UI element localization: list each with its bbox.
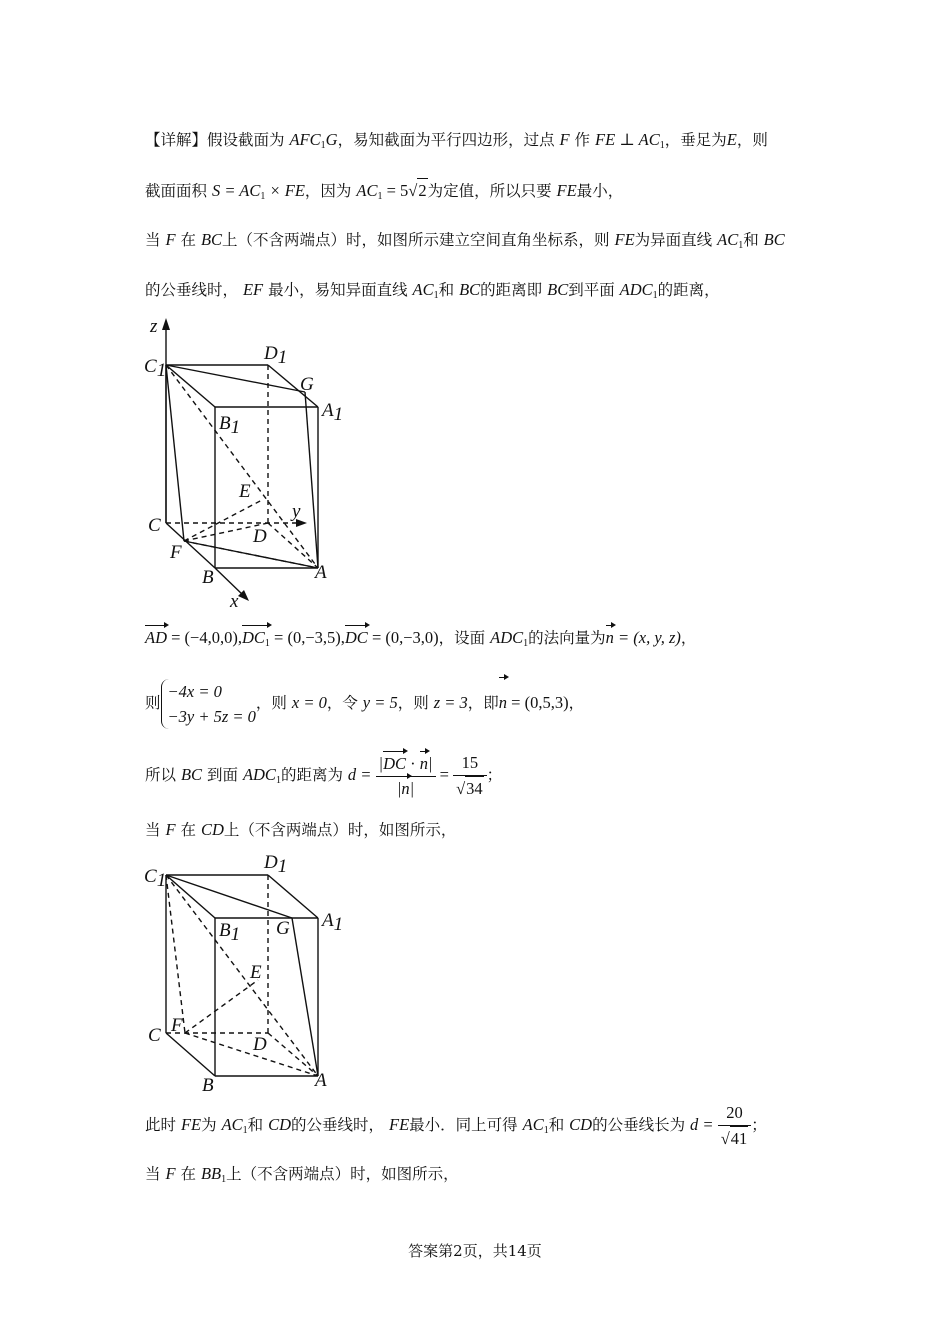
math-distance-cd: d = $\frac{20}{√41}$ xyxy=(690,1115,751,1134)
text-line-2 xyxy=(145,178,623,209)
text-span: ，因为 xyxy=(304,182,352,200)
label-e: E xyxy=(239,481,251,502)
detail-label: 【详解】 xyxy=(145,131,208,149)
text-span: 为定值，所以只要 xyxy=(427,182,552,200)
text-line-1 xyxy=(145,128,768,158)
label-y: y xyxy=(292,501,301,522)
text-span: 上（不含两端点）时，如图所示， xyxy=(226,1165,459,1183)
text-line-6 xyxy=(145,678,584,729)
math-x: x = 0 xyxy=(291,693,327,712)
text-span: 上（不含两端点）时，如图所示， xyxy=(223,821,457,839)
label-c: C xyxy=(148,515,161,536)
figure-2-cuboid xyxy=(140,850,350,1095)
text-span: 此时 xyxy=(145,1116,177,1134)
math-z: z = 3 xyxy=(433,693,468,712)
label-e: E xyxy=(250,962,262,983)
math-distance-formula: d = $\frac{|DC \cdot n|}{|n|}$ = $\frac{15}{√34}$ xyxy=(348,765,487,784)
label-c1: C1 xyxy=(144,866,167,891)
math-ac1: $AC_1$ xyxy=(412,280,439,301)
text-span: ， xyxy=(680,629,697,647)
label-d: D xyxy=(253,526,267,547)
label-f: F xyxy=(171,1015,183,1036)
label-d1: D1 xyxy=(264,852,288,877)
math-bc: BC xyxy=(547,280,569,299)
text-line-7 xyxy=(145,748,502,808)
label-g: G xyxy=(300,374,314,395)
figure-1-cuboid-coordinate xyxy=(140,314,360,616)
label-x: x xyxy=(230,591,239,612)
text-span: 最小， xyxy=(576,182,624,200)
math-cd: CD xyxy=(268,1115,292,1134)
text-span: 为异面直线 xyxy=(634,231,713,249)
math-normal-result: n = (0,5,3) xyxy=(499,693,569,712)
math-ac1: $AC_1$ xyxy=(522,1115,549,1136)
math-area: $S = AC_1$ × FE xyxy=(211,181,305,202)
text-span: 和 xyxy=(548,1116,565,1134)
math-bc: BC xyxy=(763,230,785,249)
text-line-4 xyxy=(145,278,720,308)
label-a1: A1 xyxy=(322,400,344,425)
text-span: 和 xyxy=(247,1116,264,1134)
text-span: ，则 xyxy=(397,694,429,712)
text-line-9 xyxy=(145,1098,767,1158)
text-span: ； xyxy=(751,1116,767,1134)
dashed-edges xyxy=(166,875,318,1076)
text-span: 的距离， xyxy=(657,281,720,299)
math-adc1: $ADC_1$ xyxy=(619,280,658,301)
text-span: 当 xyxy=(145,1165,161,1183)
text-span: 为 xyxy=(201,1116,217,1134)
math-fe: FE xyxy=(614,230,635,249)
text-span: 的公垂线时， xyxy=(291,1116,385,1134)
text-span: 在 xyxy=(180,231,196,249)
text-span: 上（不含两端点）时，如图所示建立空间直角坐标系，则 xyxy=(222,231,610,249)
page-footer: 答案第2页，共14页 xyxy=(408,1242,542,1260)
text-span: ，即 xyxy=(467,694,499,712)
text-span: 在 xyxy=(180,821,196,839)
label-c1: C1 xyxy=(144,356,167,381)
text-span: 截面面积 xyxy=(145,182,208,200)
label-f: F xyxy=(170,542,182,563)
math-perp: FE ⊥ $AC_1$ xyxy=(595,130,665,151)
text-span: 的公垂线时， xyxy=(145,281,239,299)
text-span: ，垂足为 xyxy=(664,131,727,149)
text-span: ，易知截面为平行四边形，过点 xyxy=(337,131,555,149)
math-adc1: $ADC_1$ xyxy=(242,765,281,786)
math-bb1: $BB_1$ xyxy=(200,1164,227,1185)
math-bc: BC xyxy=(459,280,481,299)
text-span: 最小，易知异面直线 xyxy=(268,281,408,299)
math-y: y = 5 xyxy=(362,693,398,712)
math-fe: FE xyxy=(180,1115,202,1134)
dashed-edges xyxy=(166,365,318,568)
label-z: z xyxy=(150,316,158,337)
text-span: 到面 xyxy=(206,766,238,784)
text-line-10 xyxy=(145,1162,459,1192)
text-span: 作 xyxy=(574,131,591,149)
math-ac-length: $AC_1 = 5√2$ xyxy=(356,181,427,200)
math-vectors: AD = $(-4,0,0),DC_1 = (0,-3,5),DC = (0,-3,0)$ xyxy=(145,628,439,647)
text-span: 和 xyxy=(438,281,455,299)
text-span: ，则 xyxy=(255,694,287,712)
label-a1: A1 xyxy=(322,910,344,935)
text-span: 则 xyxy=(145,694,161,712)
math-point-e: E xyxy=(726,130,737,149)
math-adc1: $ADC_1$ xyxy=(490,628,529,649)
math-cd: CD xyxy=(200,820,224,839)
math-ac1: $AC_1$ xyxy=(221,1115,248,1136)
label-b: B xyxy=(202,1075,214,1095)
math-ef: EF xyxy=(242,280,264,299)
text-span: ，则 xyxy=(736,131,768,149)
math-section: $AFC_1G$ xyxy=(289,130,338,151)
math-fe: FE xyxy=(556,181,577,200)
label-g: G xyxy=(276,918,290,939)
text-line-8 xyxy=(145,818,456,842)
text-span: 最小．同上可得 xyxy=(409,1116,518,1134)
label-b: B xyxy=(202,567,214,588)
text-span: 和 xyxy=(743,231,759,249)
label-b1: B1 xyxy=(219,413,241,438)
text-span: 所以 xyxy=(145,766,177,784)
label-b1: B1 xyxy=(219,920,241,945)
text-span: ，令 xyxy=(326,694,358,712)
label-d1: D1 xyxy=(264,343,288,368)
text-span: 在 xyxy=(180,1165,196,1183)
label-a: A xyxy=(315,1070,327,1091)
label-a: A xyxy=(315,562,327,583)
math-cd: CD xyxy=(569,1115,593,1134)
text-span: 的距离即 xyxy=(480,281,543,299)
text-span: 当 xyxy=(145,821,161,839)
text-line-5 xyxy=(145,626,696,656)
figure-2-labels xyxy=(144,852,343,1095)
text-span: 的距离为 xyxy=(280,766,343,784)
text-span: 的法向量为 xyxy=(528,629,606,647)
math-point-f: F xyxy=(165,1164,176,1183)
math-fe: FE xyxy=(389,1115,410,1134)
math-normal-vector: n = (x, y, z) xyxy=(606,628,681,647)
text-span: 的公垂线长为 xyxy=(592,1116,686,1134)
text-span: ， xyxy=(568,694,585,712)
math-ac1: $AC_1$ xyxy=(717,230,744,251)
text-span: ； xyxy=(486,766,503,784)
math-bc: BC xyxy=(180,765,203,784)
math-point-f: F xyxy=(165,820,176,839)
text-span: 当 xyxy=(145,231,161,249)
text-span: 假设截面为 xyxy=(207,131,285,149)
text-span: ，设面 xyxy=(438,629,486,647)
text-span: 到平面 xyxy=(568,281,615,299)
math-point-f: F xyxy=(559,130,570,149)
math-point-f: F xyxy=(165,230,176,249)
math-bc: BC xyxy=(200,230,223,249)
label-d: D xyxy=(253,1034,267,1055)
equation-system: −4x = 0 −3y + 5z = 0 xyxy=(161,679,256,729)
label-c: C xyxy=(148,1025,161,1046)
text-line-3 xyxy=(145,228,785,258)
